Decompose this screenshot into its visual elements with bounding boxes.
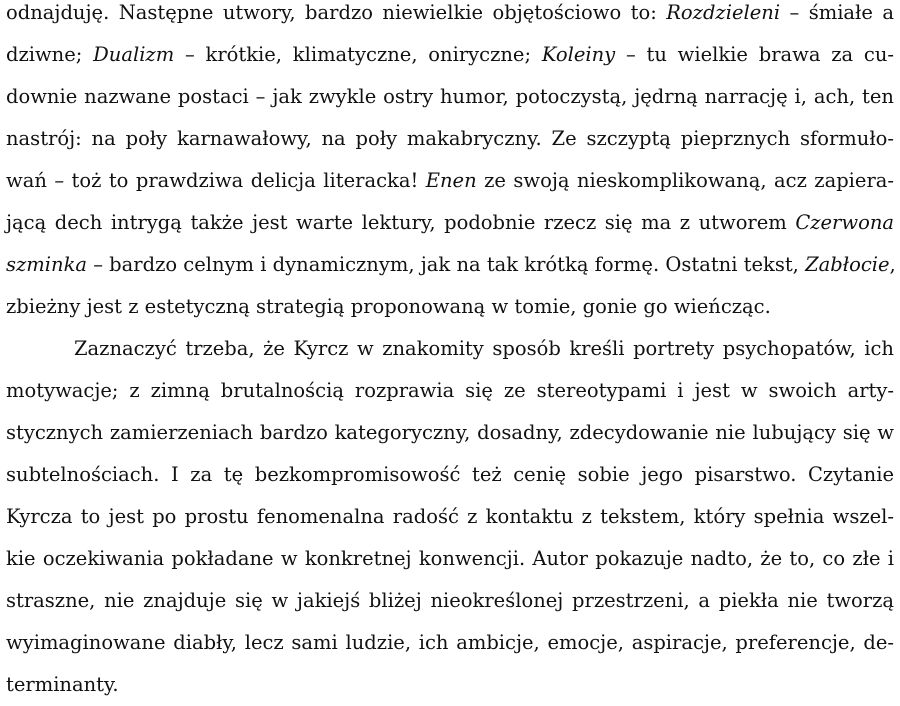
text-line [6,664,119,706]
italic-title: Koleiny [541,43,616,66]
text-run: downie nazwane postaci – jak zwykle ostry humor, potoczystą, jędrną narrację i, ach, ten [6,85,894,108]
text-line [6,370,894,412]
italic-title: Czerwona [795,211,894,234]
text-run: jącą dech intrygą także jest warte lektury, podobnie rzecz się ma z utworem [6,211,796,234]
text-line [6,160,894,202]
italic-title: szminka [6,253,88,276]
text-line [6,202,894,244]
text-run: ze swoją nieskomplikowaną, acz zapiera- [476,169,894,192]
text-line [6,34,894,76]
text-line [6,76,894,118]
text-run: – krótkie, klimatyczne, oniryczne; [174,43,542,66]
text-run: Kyrcza to jest po prostu fenomenalna radość z kontaktu z tekstem, który spełnia wszel- [6,505,894,528]
italic-title: Enen [425,169,477,192]
text-line [6,412,894,454]
text-run: kie oczekiwania pokładane w konkretnej konwencji. Autor pokazuje nadto, że to, co złe i [6,547,894,570]
italic-title: Zabłocie [805,253,890,276]
text-run: – śmiałe a [780,1,894,24]
text-run: odnajduję. Następne utwory, bardzo niewielkie objętościowo to: [6,1,667,24]
text-line [6,0,894,34]
text-run: straszne, nie znajduje się w jakiejś bliżej nieokreślonej przestrzeni, a piekła nie tworzą [6,589,894,612]
text-line [74,328,894,370]
text-run: stycznych zamierzeniach bardzo kategoryczny, dosadny, zdecydowanie nie lubujący się w [6,421,894,444]
text-run: – tu wielkie brawa za cu- [615,43,894,66]
text-run: Zaznaczyć trzeba, że Kyrcz w znakomity sposób kreśli portrety psychopatów, ich [74,337,894,360]
text-line [6,538,894,580]
text-line [6,496,894,538]
text-run: , [889,253,896,276]
text-line [6,118,894,160]
text-run: nastrój: na poły karnawałowy, na poły makabryczny. Ze szczyptą pieprznych sformuło- [6,127,894,150]
text-run: zbieżny jest z estetyczną strategią proponowaną w tomie, gonie go wieńcząc. [6,295,771,318]
text-line [6,622,894,664]
text-run: subtelnościach. I za tę bezkompromisowość też cenię sobie jego pisarstwo. Czytanie [6,463,894,486]
text-line [6,580,894,622]
text-line [6,454,894,496]
italic-title: Dualizm [93,43,175,66]
text-line [6,286,771,328]
italic-title: Rozdzieleni [666,1,781,24]
text-run: motywacje; z zimną brutalnością rozprawia się ze stereotypami i jest w swoich arty- [6,379,894,402]
text-run: – bardzo celnym i dynamicznym, jak na tak krótką formę. Ostatni tekst, [87,253,806,276]
text-line [6,244,894,286]
text-run: wań – toż to prawdziwa delicja literacka! [6,169,426,192]
text-run: dziwne; [6,43,94,66]
text-run: wyimaginowane diabły, lecz sami ludzie, ich ambicje, emocje, aspiracje, preferencje, de- [6,631,894,654]
text-run: terminanty. [6,673,119,696]
